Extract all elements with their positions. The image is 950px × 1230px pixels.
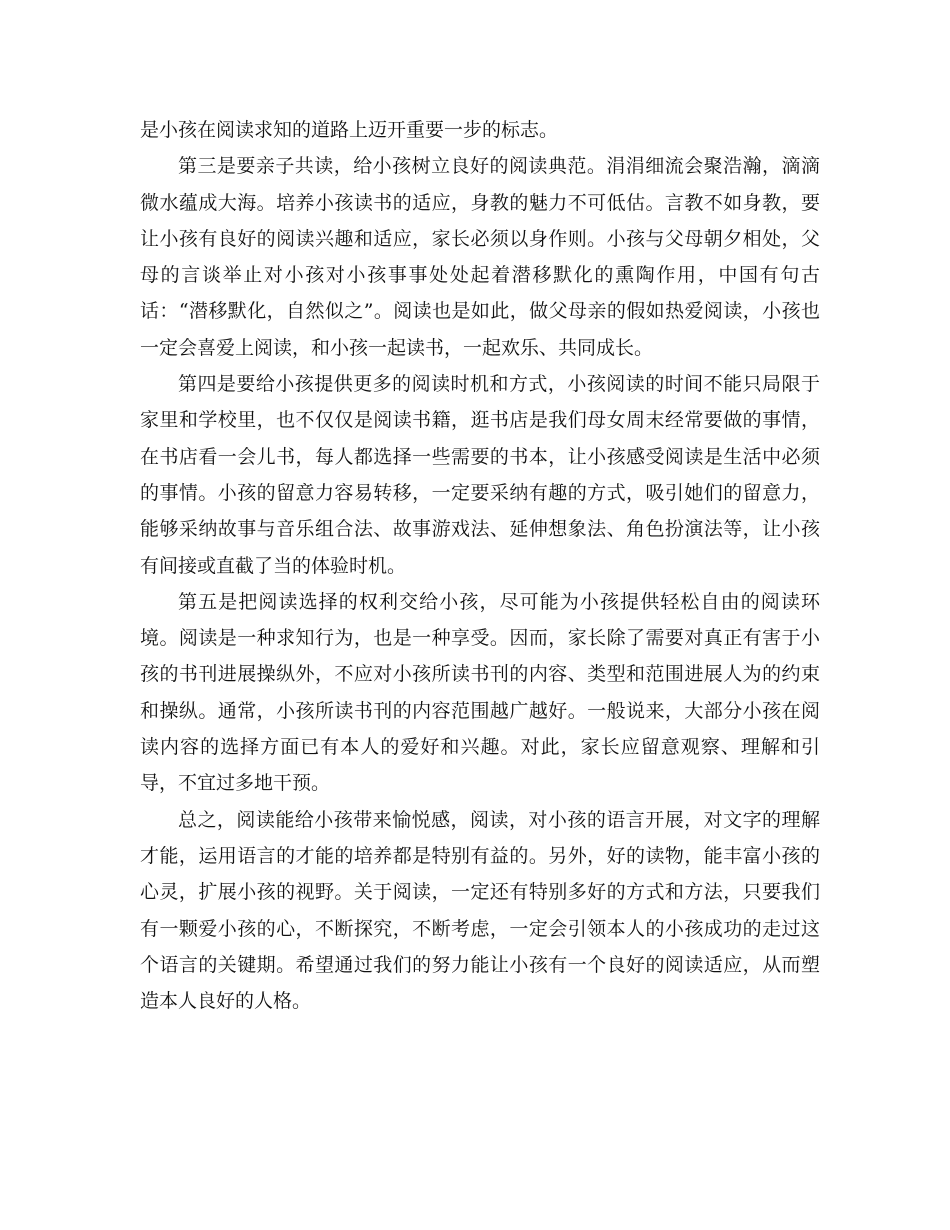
paragraph-fourth-point: 第四是要给小孩提供更多的阅读时机和方式，小孩阅读的时间不能只局限于家里和学校里，也不仅仅是阅读书籍，逛书店是我们母女周末经常要做的事情，在书店看一会儿书，每人都选择一些需要的书本，让小孩感受阅读是生活中必须的事情。小孩的留意力容易转移，一定要采纳有趣的方式，吸引她们的留意力，能够采纳故事与音乐组合法、故事游戏法、延伸想象法、角色扮演法等，让小孩有间接或直截了当的体验时机。 (140, 373, 820, 577)
paragraph-continuation: 是小孩在阅读求知的道路上迈开重要一步的标志。 (140, 119, 559, 141)
paragraph-third-point: 第三是要亲子共读，给小孩树立良好的阅读典范。涓涓细流会聚浩瀚，滴滴微水蕴成大海。培养小孩读书的适应，身教的魅力不可低估。言教不如身教，要让小孩有良好的阅读兴趣和适应，家长必须以身作则。小孩与父母朝夕相处，父母的言谈举止对小孩对小孩事事处处起着潜移默化的熏陶作用，中国有句古话：“潜移默化，自然似之”。阅读也是如此，做父母亲的假如热爱阅读，小孩也一定会喜爱上阅读，和小孩一起读书，一起欢乐、共同成长。 (140, 155, 820, 359)
body-text (140, 112, 820, 1019)
paragraph-conclusion: 总之，阅读能给小孩带来愉悦感，阅读，对小孩的语言开展，对文字的理解才能，运用语言的才能的培养都是特别有益的。另外，好的读物，能丰富小孩的心灵，扩展小孩的视野。关于阅读，一定还有特别多好的方式和方法，只要我们有一颗爱小孩的心，不断探究，不断考虑，一定会引领本人的小孩成功的走过这个语言的关键期。希望通过我们的努力能让小孩有一个良好的阅读适应，从而塑造本人良好的人格。 (140, 808, 820, 1013)
paragraph-fifth-point: 第五是把阅读选择的权利交给小孩，尽可能为小孩提供轻松自由的阅读环境。阅读是一种求知行为，也是一种享受。因而，家长除了需要对真正有害于小孩的书刊进展操纵外，不应对小孩所读书刊的内容、类型和范围进展人为的约束和操纵。通常，小孩所读书刊的内容范围越广越好。一般说来，大部分小孩在阅读内容的选择方面已有本人的爱好和兴趣。对此，家长应留意观察、理解和引导，不宜过多地干预。 (140, 590, 820, 795)
